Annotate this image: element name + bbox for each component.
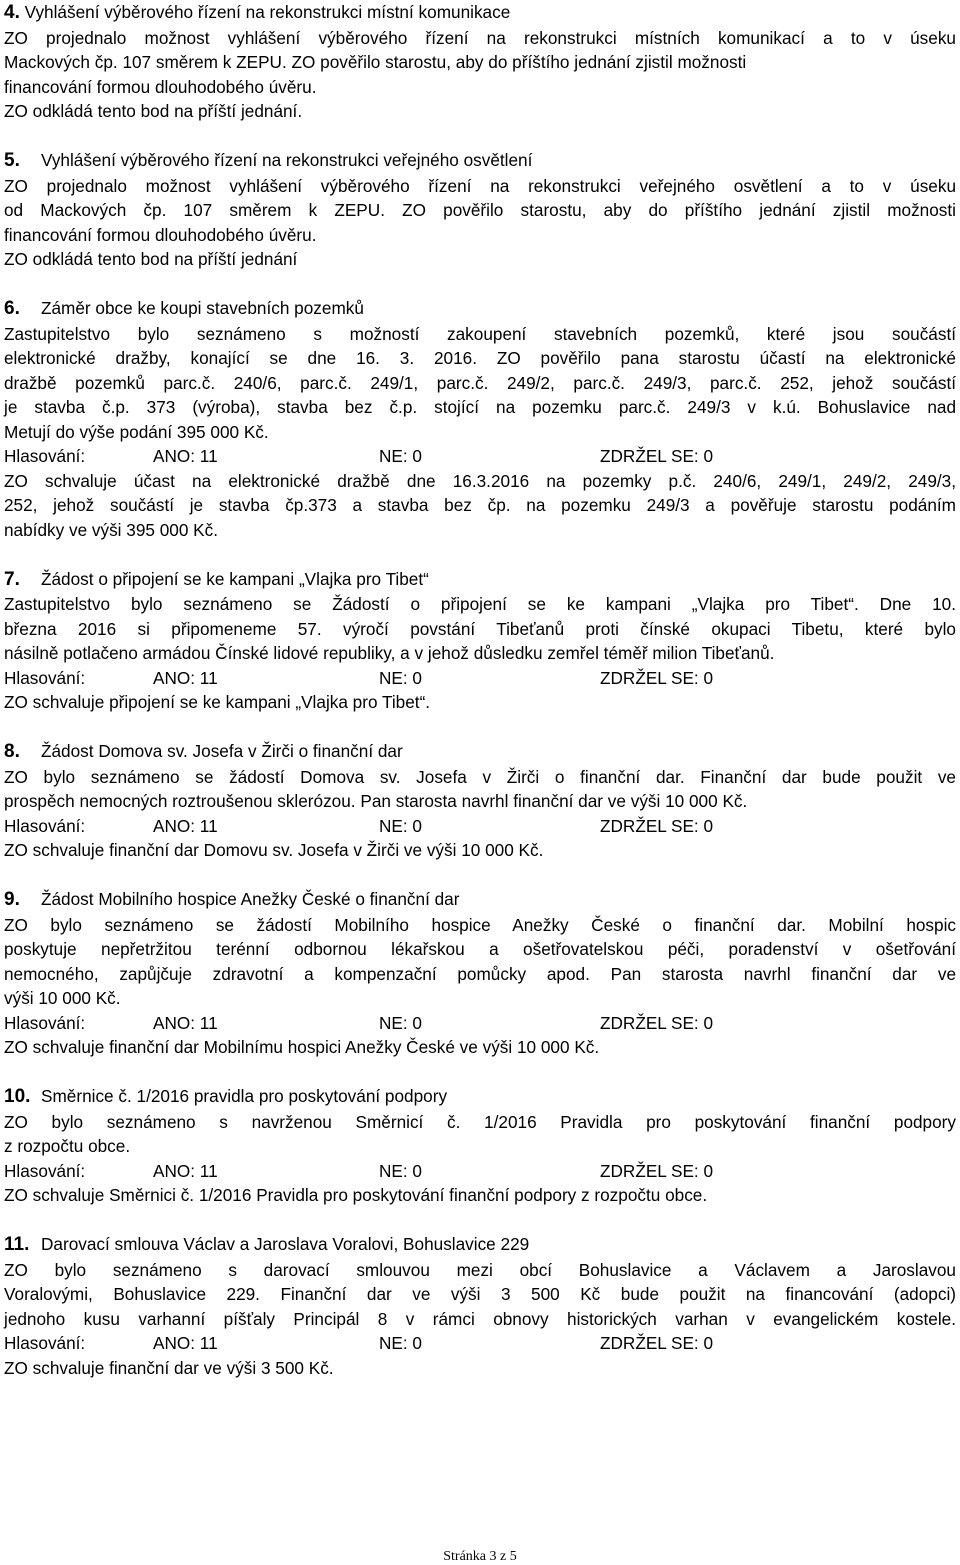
text-line: ZO bylo seznámeno se žádostí Mobilního hospice Anežky České o finanční dar. Mobilní hospic <box>4 914 956 935</box>
text-line: nemocného, zapůjčuje zdravotní a kompenzační pomůcky apod. Pan starosta navrhl finanční dar ve <box>4 963 956 984</box>
section-title: Vyhlášení výběrového řízení na rekonstrukci místní komunikace <box>24 2 511 22</box>
text-line: ZO schvaluje finanční dar ve výši 3 500 Kč. <box>4 1357 334 1378</box>
vote-line: Hlasování: ANO: 11 NE: 0 ZDRŽEL SE: 0 <box>4 1012 714 1033</box>
vote-line: Hlasování: ANO: 11 NE: 0 ZDRŽEL SE: 0 <box>4 1160 714 1181</box>
text-line: dražbě pozemků parc.č. 240/6, parc.č. 249/1, parc.č. 249/2, parc.č. 249/3, parc.č. 252, jehož součástí <box>4 372 956 393</box>
text-line: ZO schvaluje připojení se ke kampani „Vlajka pro Tibet“. <box>4 692 431 712</box>
section-10 <box>4 1084 956 1208</box>
section-title: Žádost o připojení se ke kampani „Vlajka pro Tibet“ <box>41 568 429 589</box>
text-line: poskytuje nepřetržitou terénní odbornou lékařskou a ošetřovatelskou péči, poradenství v ošetřování <box>4 939 956 959</box>
section-title: Žádost Mobilního hospice Anežky České o finanční dar <box>41 889 460 909</box>
text-line: ZO odkládá tento bod na příští jednání. <box>4 101 303 121</box>
section-11 <box>4 1232 956 1380</box>
section-7 <box>4 567 956 715</box>
text-line: ZO bylo seznámeno s darovací smlouvou mezi obcí Bohuslavice a Václavem a Jaroslavou <box>4 1259 956 1280</box>
section-title: Vyhlášení výběrového řízení na rekonstrukci veřejného osvětlení <box>41 150 533 170</box>
section-9 <box>4 887 956 1060</box>
text-line: ZO projednalo možnost vyhlášení výběrového řízení na rekonstrukci místních komunikací a to v úseku <box>4 27 956 48</box>
text-line: násilně potlačeno armádou Čínské lidové republiky, a v jehož důsledku zemřel téměř milion Tibeťanů. <box>4 643 775 663</box>
text-line: nabídky ve výši 395 000 Kč. <box>4 519 219 540</box>
text-line: ZO schvaluje Směrnici č. 1/2016 Pravidla pro poskytování finanční podpory z rozpočtu obce. <box>4 1185 708 1205</box>
document-page <box>4 0 956 1380</box>
text-line: Mackových čp. 107 směrem k ZEPU. ZO pověřilo starostu, aby do příštího jednání zjistil možnosti <box>4 52 747 72</box>
text-line: ZO bylo seznámeno s navrženou Směrnicí č. 1/2016 Pravidla pro poskytování finanční podpory <box>4 1111 956 1132</box>
text-line: ZO schvaluje finanční dar Domovu sv. Josefa v Žirči ve výši 10 000 Kč. <box>4 840 544 860</box>
text-line: výši 10 000 Kč. <box>4 988 121 1008</box>
section-number: 9. <box>4 889 20 910</box>
text-line: března 2016 si připomeneme 57. výročí povstání Tibeťanů proti čínské okupaci Tibetu, které bylo <box>4 618 956 639</box>
text-line: ZO schvaluje finanční dar Mobilnímu hospici Anežky České ve výši 10 000 Kč. <box>4 1037 600 1057</box>
text-line: Voralovými, Bohuslavice 229. Finanční dar ve výši 3 500 Kč bude použit na financování (adopci) <box>4 1284 956 1304</box>
section-number: 5. <box>4 150 20 171</box>
section-title: Darovací smlouva Václav a Jaroslava Voralovi, Bohuslavice 229 <box>41 1234 530 1254</box>
section-title: Záměr obce ke koupi stavebních pozemků <box>41 298 364 318</box>
text-line: 252, jehož součástí je stavba čp.373 a stavba bez čp. na pozemku 249/3 a pověřuje starostu podáním <box>4 495 956 515</box>
section-number: 7. <box>4 568 20 590</box>
vote-line: Hlasování: ANO: 11 NE: 0 ZDRŽEL SE: 0 <box>4 1333 714 1353</box>
section-number: 4. <box>4 2 20 23</box>
section-5 <box>4 148 956 272</box>
text-line: ZO odkládá tento bod na příští jednání <box>4 249 298 269</box>
text-line: ZO schvaluje účast na elektronické dražbě dne 16.3.2016 na pozemky p.č. 240/6, 249/1, 249/2, 249/3, <box>4 470 956 491</box>
page-footer: Stránka 3 z 5 <box>443 1549 517 1564</box>
section-title: Žádost Domova sv. Josefa v Žirči o finanční dar <box>41 741 403 761</box>
section-number: 8. <box>4 741 20 762</box>
text-line: ZO projednalo možnost vyhlášení výběrového řízení na rekonstrukci veřejného osvětlení a to v úseku <box>4 175 956 196</box>
section-number: 11. <box>4 1234 30 1255</box>
text-line: Zastupitelstvo bylo seznámeno s možností zakoupení stavebních pozemků, které jsou součástí <box>4 323 956 344</box>
section-4 <box>4 0 956 124</box>
text-line: ZO bylo seznámeno se žádostí Domova sv. Josefa v Žirči o finanční dar. Finanční dar bude použit ve <box>4 766 956 787</box>
section-8 <box>4 739 956 863</box>
text-line: Zastupitelstvo bylo seznámeno se Žádostí o připojení se ke kampani „Vlajka pro Tibet“. Dne 10. <box>4 594 956 614</box>
section-number: 10. <box>4 1086 31 1107</box>
vote-line: Hlasování: ANO: 11 NE: 0 ZDRŽEL SE: 0 <box>4 446 714 466</box>
text-line: financování formou dlouhodobého úvěru. <box>4 224 317 245</box>
vote-line: Hlasování: ANO: 11 NE: 0 ZDRŽEL SE: 0 <box>4 815 714 836</box>
section-title: Směrnice č. 1/2016 pravidla pro poskytování podpory <box>41 1086 448 1106</box>
text-line: jednoho kusu varhanní píšťaly Principál 8 v rámci obnovy historických varhan v evangelickém kostele. <box>4 1308 956 1329</box>
text-line: z rozpočtu obce. <box>4 1136 131 1156</box>
text-line: je stavba č.p. 373 (výroba), stavba bez č.p. stojící na pozemku parc.č. 249/3 v k.ú. Bohuslavice nad <box>4 397 956 417</box>
text-line: financování formou dlouhodobého úvěru. <box>4 76 317 97</box>
text-line: Metují do výše podání 395 000 Kč. <box>4 421 269 442</box>
text-line: od Mackových čp. 107 směrem k ZEPU. ZO pověřilo starostu, aby do příštího jednání zjistil možnosti <box>4 200 956 220</box>
text-line: prospěch nemocných roztroušenou sklerózou. Pan starosta navrhl finanční dar ve výši 10 000 Kč. <box>4 791 748 811</box>
vote-line: Hlasování: ANO: 11 NE: 0 ZDRŽEL SE: 0 <box>4 667 714 688</box>
text-line: elektronické dražby, konající se dne 16. 3. 2016. ZO pověřilo pana starostu účastí na elektronické <box>4 348 956 368</box>
section-number: 6. <box>4 298 20 319</box>
section-6 <box>4 296 956 542</box>
